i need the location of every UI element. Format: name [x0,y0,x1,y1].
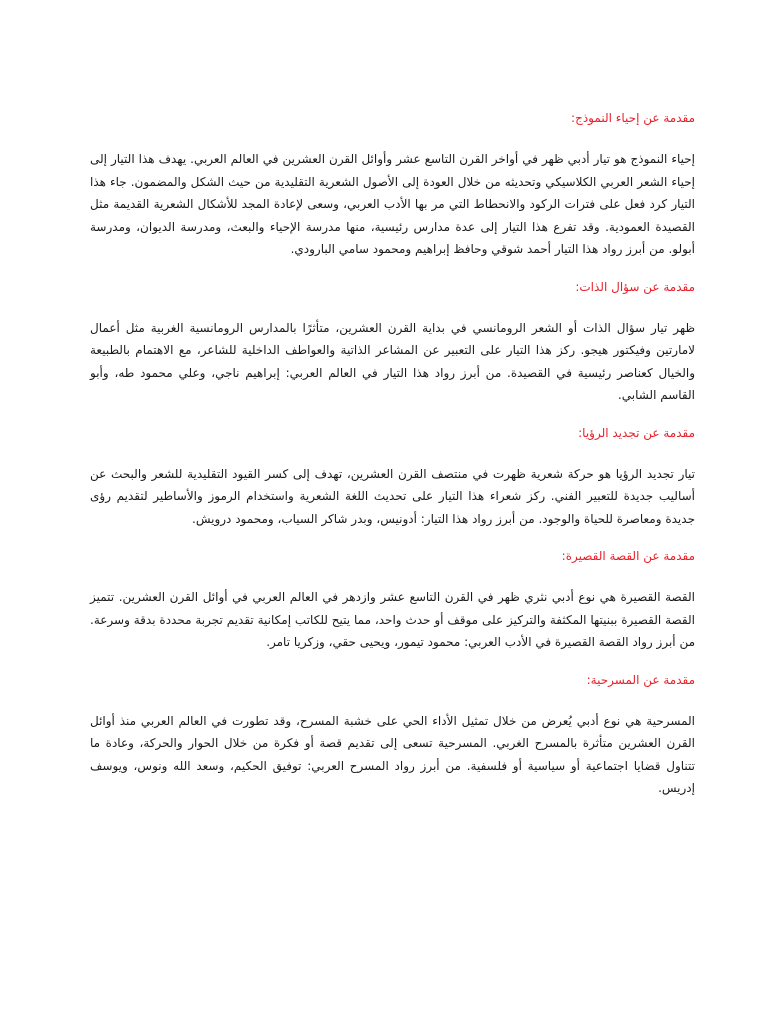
document-page [90,110,695,818]
section-heading: مقدمة عن القصة القصيرة: [561,549,695,563]
section-paragraph: المسرحية هي نوع أدبي يُعرض من خلال تمثيل الأداء الحي على خشبة المسرح، وقد تطورت في العالم العربي منذ أوائل القرن العشرين متأثرة بالمسرح الغربي. المسرحية تسعى إلى تقديم قصة أو فكرة من خلال الحوار والحركة، وعادة ما تتناول قضايا اجتماعية أو سياسية أو فلسفية. من أبرز رواد المسرح العربي: توفيق الحكيم، وسعد الله ونوس، ويوسف إدريس. [90,713,695,795]
section-heading: مقدمة عن المسرحية: [586,672,695,687]
section-tajdid-al-ruya [90,425,695,531]
section-paragraph: القصة القصيرة هي نوع أدبي نثري ظهر في القرن التاسع عشر وازدهر في العالم العربي في أوائل القرن العشرين. تتميز القصة القصيرة ببنيتها المكثفة والتركيز على موقف أو حدث واحد، مما يتيح للكاتب إمكانية تقديم تجربة محددة بدقة وسرعة. من أبرز رواد القصة القصيرة في الأدب العربي: محمود تيمور، ويحيى حقي، وزكريا تامر. [90,590,695,649]
section-heading: مقدمة عن تجديد الرؤيا: [578,425,695,440]
section-play [90,672,695,800]
section-paragraph: تيار تجديد الرؤيا هو حركة شعرية ظهرت في منتصف القرن العشرين، تهدف إلى كسر القيود التقليدية للشعر والبحث عن أساليب جديدة للتعبير الفني. ركز شعراء هذا التيار على تحديث اللغة الشعرية واستخدام الرموز والأساطير لتقديم رؤى جديدة ومعاصرة للحياة والوجود. من أبرز رواد هذا التيار: أدونيس، وبدر شاكر السياب، ومحمود درويش. [90,466,695,526]
section-paragraph: ظهر تيار سؤال الذات أو الشعر الرومانسي في بداية القرن العشرين، متأثرًا بالمدارس الرومانسية الغربية مثل أعمال لامارتين وفيكتور هيجو. ركز هذا التيار على التعبير عن المشاعر الذاتية والعواطف الداخلية للشاعر، مع الاهتمام بالطبيعة والخيال كعناصر رئيسية في القصيدة. من أبرز رواد هذا التيار في العالم العربي: إبراهيم ناجي، وعلي محمود طه، وأبو القاسم الشابي. [90,320,695,402]
section-paragraph: إحياء النموذج هو تيار أدبي ظهر في أواخر القرن التاسع عشر وأوائل القرن العشرين في العالم العربي. يهدف هذا التيار إلى إحياء الشعر العربي الكلاسيكي وتحديثه من خلال العودة إلى الأصول الشعرية التقليدية من حيث الشكل والمضمون. جاء هذا التيار كرد فعل على فترات الركود والانحطاط التي مر بها الأدب العربي، وسعى لإعادة المجد للأشكال الشعرية القديمة مثل القصيدة العمودية. وقد تفرع هذا التيار إلى عدة مدارس رئيسية، منها مدرسة الإحياء والبعث، ومدرسة الديوان، ومدرسة أبولو. من أبرز رواد هذا التيار أحمد شوقي وحافظ إبراهيم ومحمود سامي البارودي. [90,152,695,256]
section-heading: مقدمة عن إحياء النموذج: [571,111,695,125]
section-sual-al-dhat [90,279,695,407]
section-ihya-al-namudhaj [90,110,695,261]
section-short-story [90,548,695,654]
section-heading: مقدمة عن سؤال الذات: [575,279,695,294]
